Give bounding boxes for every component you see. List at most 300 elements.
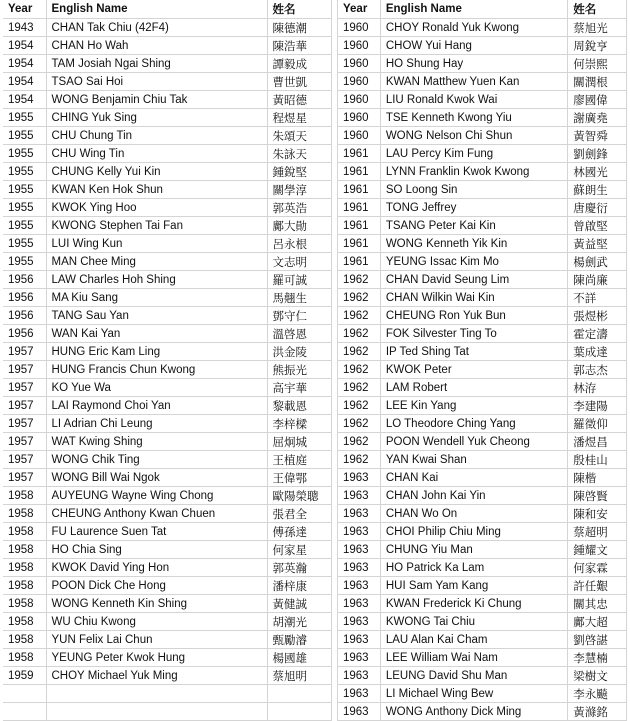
year-cell: 1962 <box>338 361 381 379</box>
year-cell: 1958 <box>3 577 46 595</box>
chinese-name-cell: 蔡超明 <box>568 523 627 541</box>
year-cell: 1960 <box>338 37 381 55</box>
year-cell: 1955 <box>3 145 46 163</box>
table-row <box>338 37 627 55</box>
year-cell: 1963 <box>338 667 381 685</box>
english-name-cell: WONG Bill Wai Ngok <box>46 469 267 487</box>
chinese-name-cell: 關其忠 <box>568 595 627 613</box>
table-row <box>338 199 627 217</box>
table-row <box>338 667 627 685</box>
chinese-name-cell: 不詳 <box>568 289 627 307</box>
chinese-name-cell: 黃滌銘 <box>568 703 627 721</box>
english-name-cell: KWOK Peter <box>380 361 567 379</box>
table-row <box>3 559 331 577</box>
table-row <box>338 397 627 415</box>
chinese-name-cell: 高宇華 <box>267 379 331 397</box>
english-name-cell: KO Yue Wa <box>46 379 267 397</box>
table-row <box>338 163 627 181</box>
year-cell: 1962 <box>338 451 381 469</box>
english-name-cell: SO Loong Sin <box>380 181 567 199</box>
chinese-name-cell: 楊劍武 <box>568 253 627 271</box>
year-cell: 1959 <box>3 667 46 685</box>
year-cell: 1957 <box>3 397 46 415</box>
year-cell: 1961 <box>338 181 381 199</box>
chinese-name-cell: 郭英浩 <box>267 199 331 217</box>
chinese-name-cell: 劉劍鋒 <box>568 145 627 163</box>
table-row <box>3 73 331 91</box>
table-row <box>3 145 331 163</box>
english-name-cell: CHEUNG Anthony Kwan Chuen <box>46 505 267 523</box>
chinese-name-cell: 蘇朗生 <box>568 181 627 199</box>
chinese-name-cell: 羅可誠 <box>267 271 331 289</box>
chinese-name-cell <box>267 685 331 703</box>
chinese-name-cell: 郭英瀚 <box>267 559 331 577</box>
chinese-name-cell: 黃健誠 <box>267 595 331 613</box>
year-cell: 1956 <box>3 325 46 343</box>
year-cell: 1962 <box>338 415 381 433</box>
english-name-cell: WAN Kai Yan <box>46 325 267 343</box>
table-row <box>338 55 627 73</box>
chinese-name-cell: 李建陽 <box>568 397 627 415</box>
chinese-name-cell: 潘煜昌 <box>568 433 627 451</box>
table-row <box>338 559 627 577</box>
english-name-cell: KWOK David Ying Hon <box>46 559 267 577</box>
chinese-name-cell: 黃益堅 <box>568 235 627 253</box>
table-row <box>3 307 331 325</box>
chinese-name-cell: 霍定濤 <box>568 325 627 343</box>
table-row <box>338 505 627 523</box>
table-row <box>338 271 627 289</box>
english-name-cell: TSAO Sai Hoi <box>46 73 267 91</box>
alumni-list <box>3 0 627 720</box>
table-row <box>338 541 627 559</box>
chinese-name-cell: 熊振光 <box>267 361 331 379</box>
chinese-name-cell: 文志明 <box>267 253 331 271</box>
english-name-cell: LAM Robert <box>380 379 567 397</box>
year-cell: 1963 <box>338 577 381 595</box>
table-row <box>338 73 627 91</box>
table-row <box>338 613 627 631</box>
right-table-body <box>338 19 627 721</box>
english-name-cell: HO Shung Hay <box>380 55 567 73</box>
chinese-name-cell: 張君全 <box>267 505 331 523</box>
year-cell: 1957 <box>3 343 46 361</box>
chinese-name-cell: 鄺大超 <box>568 613 627 631</box>
table-row <box>338 379 627 397</box>
table-row <box>3 577 331 595</box>
english-name-cell: POON Dick Che Hong <box>46 577 267 595</box>
chinese-name-cell: 羅徵仰 <box>568 415 627 433</box>
year-cell: 1957 <box>3 361 46 379</box>
table-row <box>338 181 627 199</box>
table-row <box>3 19 331 37</box>
table-row <box>3 487 331 505</box>
year-cell: 1963 <box>338 541 381 559</box>
english-name-cell: TSE Kenneth Kwong Yiu <box>380 109 567 127</box>
english-name-cell: LAI Raymond Choi Yan <box>46 397 267 415</box>
table-row <box>3 91 331 109</box>
chinese-name-cell: 黎載恩 <box>267 397 331 415</box>
chinese-name-cell: 關潤根 <box>568 73 627 91</box>
english-name-cell: WONG Chik Ting <box>46 451 267 469</box>
table-row <box>3 163 331 181</box>
table-row <box>338 487 627 505</box>
year-cell: 1958 <box>3 541 46 559</box>
chinese-name-cell: 林國光 <box>568 163 627 181</box>
chinese-name-cell: 殷桂山 <box>568 451 627 469</box>
year-cell: 1955 <box>3 253 46 271</box>
english-name-cell: TONG Jeffrey <box>380 199 567 217</box>
year-cell: 1955 <box>3 235 46 253</box>
english-name-cell: CHAN Wilkin Wai Kin <box>380 289 567 307</box>
left-table-body <box>3 19 331 721</box>
chinese-name-cell <box>267 703 331 721</box>
table-row <box>338 127 627 145</box>
english-name-cell: POON Wendell Yuk Cheong <box>380 433 567 451</box>
table-row <box>3 109 331 127</box>
table-row <box>3 667 331 685</box>
chinese-name-cell: 劉啓諶 <box>568 631 627 649</box>
english-name-cell: WU Chiu Kwong <box>46 613 267 631</box>
english-name-cell: KWAN Ken Hok Shun <box>46 181 267 199</box>
year-header: Year <box>3 0 46 19</box>
chinese-name-cell: 陳楷 <box>568 469 627 487</box>
year-cell: 1956 <box>3 307 46 325</box>
english-name-cell: LEUNG David Shu Man <box>380 667 567 685</box>
year-cell: 1958 <box>3 595 46 613</box>
year-cell: 1962 <box>338 379 381 397</box>
english-name-cell: LI Michael Wing Bew <box>380 685 567 703</box>
english-name-cell: CHING Yuk Sing <box>46 109 267 127</box>
table-row <box>338 109 627 127</box>
table-row <box>338 649 627 667</box>
year-cell: 1961 <box>338 145 381 163</box>
table-row <box>338 595 627 613</box>
chinese-name-cell: 廖國偉 <box>568 91 627 109</box>
table-row <box>3 523 331 541</box>
table-row <box>3 325 331 343</box>
year-cell: 1955 <box>3 199 46 217</box>
english-name-cell: WONG Kenneth Yik Kin <box>380 235 567 253</box>
chinese-name-cell: 傅孫達 <box>267 523 331 541</box>
table-row <box>3 199 331 217</box>
english-name-cell: HUNG Eric Kam Ling <box>46 343 267 361</box>
english-name-cell: LUI Wing Kun <box>46 235 267 253</box>
table-row <box>3 433 331 451</box>
year-cell: 1954 <box>3 91 46 109</box>
english-name-cell: CHEUNG Ron Yuk Bun <box>380 307 567 325</box>
chinese-name-cell: 黃智舜 <box>568 127 627 145</box>
table-row <box>338 433 627 451</box>
year-cell: 1957 <box>3 451 46 469</box>
table-row <box>3 613 331 631</box>
table-row <box>3 469 331 487</box>
english-name-cell: KWAN Matthew Yuen Kan <box>380 73 567 91</box>
year-cell: 1960 <box>338 127 381 145</box>
year-cell: 1963 <box>338 595 381 613</box>
right-table <box>337 0 627 721</box>
year-cell: 1957 <box>3 469 46 487</box>
english-name-cell: WAT Kwing Shing <box>46 433 267 451</box>
table-row <box>338 703 627 721</box>
english-name-cell: MAN Chee Ming <box>46 253 267 271</box>
year-cell: 1954 <box>3 55 46 73</box>
year-cell: 1943 <box>3 19 46 37</box>
chinese-name-cell: 何家星 <box>267 541 331 559</box>
year-cell <box>3 685 46 703</box>
table-row <box>3 289 331 307</box>
year-cell: 1957 <box>3 433 46 451</box>
english-name-cell <box>46 703 267 721</box>
chinese-name-cell: 曹世凱 <box>267 73 331 91</box>
chinese-name-header: 姓名 <box>267 0 331 19</box>
chinese-name-cell: 陳德潮 <box>267 19 331 37</box>
year-cell: 1957 <box>3 415 46 433</box>
chinese-name-cell: 王偉鄂 <box>267 469 331 487</box>
year-cell: 1962 <box>338 289 381 307</box>
year-cell: 1963 <box>338 505 381 523</box>
table-row <box>3 55 331 73</box>
table-row <box>338 361 627 379</box>
table-row <box>3 235 331 253</box>
year-cell: 1962 <box>338 271 381 289</box>
english-name-cell: HUI Sam Yam Kang <box>380 577 567 595</box>
year-cell: 1958 <box>3 505 46 523</box>
year-cell: 1956 <box>3 271 46 289</box>
year-cell: 1955 <box>3 127 46 145</box>
year-cell: 1962 <box>338 325 381 343</box>
english-name-cell: YUN Felix Lai Chun <box>46 631 267 649</box>
english-name-cell: WONG Anthony Dick Ming <box>380 703 567 721</box>
table-row <box>338 91 627 109</box>
chinese-name-cell: 張煜彬 <box>568 307 627 325</box>
table-row <box>3 703 331 721</box>
english-name-cell: CHAN Wo On <box>380 505 567 523</box>
year-cell: 1956 <box>3 289 46 307</box>
chinese-name-cell: 蔡旭明 <box>267 667 331 685</box>
english-name-cell: CHOY Ronald Yuk Kwong <box>380 19 567 37</box>
header-row <box>3 0 331 19</box>
chinese-name-cell: 何崇熙 <box>568 55 627 73</box>
year-cell: 1954 <box>3 73 46 91</box>
year-cell: 1963 <box>338 559 381 577</box>
english-name-cell: KWAN Frederick Ki Chung <box>380 595 567 613</box>
table-row <box>338 217 627 235</box>
year-cell: 1955 <box>3 217 46 235</box>
table-row <box>3 379 331 397</box>
header-row <box>338 0 627 19</box>
table-row <box>3 37 331 55</box>
year-cell: 1963 <box>338 631 381 649</box>
table-row <box>338 523 627 541</box>
table-row <box>338 145 627 163</box>
chinese-name-cell: 葉成達 <box>568 343 627 361</box>
table-row <box>338 235 627 253</box>
english-name-cell: KWOK Ying Hoo <box>46 199 267 217</box>
chinese-name-cell: 黃昭德 <box>267 91 331 109</box>
english-name-cell: LO Theodore Ching Yang <box>380 415 567 433</box>
year-cell: 1963 <box>338 523 381 541</box>
english-name-cell: LI Adrian Chi Leung <box>46 415 267 433</box>
table-row <box>3 271 331 289</box>
chinese-name-cell: 鍾耀文 <box>568 541 627 559</box>
chinese-name-cell: 謝廣堯 <box>568 109 627 127</box>
english-name-cell: CHAN David Seung Lim <box>380 271 567 289</box>
english-name-cell: LAU Alan Kai Cham <box>380 631 567 649</box>
chinese-name-cell: 許任艱 <box>568 577 627 595</box>
chinese-name-cell: 呂永根 <box>267 235 331 253</box>
chinese-name-cell: 屈炯城 <box>267 433 331 451</box>
english-name-cell <box>46 685 267 703</box>
chinese-name-cell: 李永飈 <box>568 685 627 703</box>
english-name-cell: CHOY Michael Yuk Ming <box>46 667 267 685</box>
english-name-cell: LAW Charles Hoh Shing <box>46 271 267 289</box>
table-row <box>3 217 331 235</box>
table-row <box>3 361 331 379</box>
english-name-cell: CHAN Ho Wah <box>46 37 267 55</box>
year-cell: 1963 <box>338 703 381 721</box>
year-cell: 1961 <box>338 163 381 181</box>
chinese-name-cell: 程煜星 <box>267 109 331 127</box>
english-name-cell: CHOI Philip Chiu Ming <box>380 523 567 541</box>
year-cell <box>3 703 46 721</box>
chinese-name-cell: 關學淳 <box>267 181 331 199</box>
chinese-name-cell: 楊國雄 <box>267 649 331 667</box>
english-name-cell: CHU Wing Tin <box>46 145 267 163</box>
chinese-name-header: 姓名 <box>568 0 627 19</box>
chinese-name-cell: 陳尚廉 <box>568 271 627 289</box>
english-name-cell: WONG Kenneth Kin Shing <box>46 595 267 613</box>
english-name-cell: LEE Kin Yang <box>380 397 567 415</box>
year-cell: 1963 <box>338 685 381 703</box>
table-row <box>3 451 331 469</box>
table-row <box>3 505 331 523</box>
table-row <box>3 631 331 649</box>
english-name-cell: YEUNG Issac Kim Mo <box>380 253 567 271</box>
english-name-cell: CHAN Tak Chiu (42F4) <box>46 19 267 37</box>
chinese-name-cell: 何家霖 <box>568 559 627 577</box>
year-cell: 1955 <box>3 163 46 181</box>
chinese-name-cell: 曾啟堅 <box>568 217 627 235</box>
table-row <box>338 685 627 703</box>
english-name-cell: HUNG Francis Chun Kwong <box>46 361 267 379</box>
year-cell: 1960 <box>338 109 381 127</box>
table-row <box>338 631 627 649</box>
english-name-cell: LAU Percy Kim Fung <box>380 145 567 163</box>
table-row <box>3 397 331 415</box>
chinese-name-cell: 譚毅成 <box>267 55 331 73</box>
chinese-name-cell: 李梓樑 <box>267 415 331 433</box>
chinese-name-cell: 李慧楠 <box>568 649 627 667</box>
chinese-name-cell: 王植庭 <box>267 451 331 469</box>
english-name-cell: CHOW Yui Hang <box>380 37 567 55</box>
english-name-cell: KWONG Tai Chiu <box>380 613 567 631</box>
year-cell: 1963 <box>338 649 381 667</box>
english-name-cell: LIU Ronald Kwok Wai <box>380 91 567 109</box>
year-cell: 1961 <box>338 235 381 253</box>
table-row <box>338 253 627 271</box>
year-cell: 1962 <box>338 433 381 451</box>
year-cell: 1954 <box>3 37 46 55</box>
chinese-name-cell: 鍾銳堅 <box>267 163 331 181</box>
chinese-name-cell: 陳啓賢 <box>568 487 627 505</box>
english-name-cell: WONG Benjamin Chiu Tak <box>46 91 267 109</box>
year-cell: 1958 <box>3 631 46 649</box>
year-cell: 1955 <box>3 181 46 199</box>
year-cell: 1960 <box>338 91 381 109</box>
year-cell: 1961 <box>338 217 381 235</box>
year-cell: 1962 <box>338 343 381 361</box>
chinese-name-cell: 甄勵濬 <box>267 631 331 649</box>
table-row <box>3 253 331 271</box>
chinese-name-cell: 鄺大勛 <box>267 217 331 235</box>
year-header: Year <box>338 0 381 19</box>
year-cell: 1960 <box>338 19 381 37</box>
english-name-header: English Name <box>380 0 567 19</box>
year-cell: 1961 <box>338 199 381 217</box>
year-cell: 1958 <box>3 559 46 577</box>
english-name-cell: IP Ted Shing Tat <box>380 343 567 361</box>
chinese-name-cell: 朱頌天 <box>267 127 331 145</box>
chinese-name-cell: 歐陽榮聰 <box>267 487 331 505</box>
english-name-header: English Name <box>46 0 267 19</box>
year-cell: 1955 <box>3 109 46 127</box>
chinese-name-cell: 林洊 <box>568 379 627 397</box>
english-name-cell: YEUNG Peter Kwok Hung <box>46 649 267 667</box>
english-name-cell: HO Chia Sing <box>46 541 267 559</box>
table-row <box>3 127 331 145</box>
chinese-name-cell: 朱詠天 <box>267 145 331 163</box>
table-row <box>3 541 331 559</box>
english-name-cell: FU Laurence Suen Tat <box>46 523 267 541</box>
english-name-cell: TANG Sau Yan <box>46 307 267 325</box>
table-row <box>3 595 331 613</box>
year-cell: 1957 <box>3 379 46 397</box>
table-row <box>338 469 627 487</box>
table-row <box>338 19 627 37</box>
chinese-name-cell: 潘梓康 <box>267 577 331 595</box>
chinese-name-cell: 洪金陵 <box>267 343 331 361</box>
table-row <box>338 343 627 361</box>
table-row <box>3 343 331 361</box>
left-table <box>3 0 332 721</box>
english-name-cell: HO Patrick Ka Lam <box>380 559 567 577</box>
table-row <box>338 307 627 325</box>
chinese-name-cell: 蔡旭光 <box>568 19 627 37</box>
english-name-cell: CHUNG Kelly Yui Kin <box>46 163 267 181</box>
english-name-cell: YAN Kwai Shan <box>380 451 567 469</box>
year-cell: 1958 <box>3 649 46 667</box>
table-row <box>338 577 627 595</box>
english-name-cell: KWONG Stephen Tai Fan <box>46 217 267 235</box>
year-cell: 1958 <box>3 523 46 541</box>
year-cell: 1960 <box>338 55 381 73</box>
chinese-name-cell: 郭志杰 <box>568 361 627 379</box>
english-name-cell: CHAN Kai <box>380 469 567 487</box>
year-cell: 1961 <box>338 253 381 271</box>
chinese-name-cell: 唐慶衍 <box>568 199 627 217</box>
chinese-name-cell: 周銳亨 <box>568 37 627 55</box>
year-cell: 1963 <box>338 487 381 505</box>
english-name-cell: MA Kiu Sang <box>46 289 267 307</box>
year-cell: 1958 <box>3 487 46 505</box>
chinese-name-cell: 梁樹文 <box>568 667 627 685</box>
chinese-name-cell: 鄧守仁 <box>267 307 331 325</box>
table-row <box>338 451 627 469</box>
table-row <box>338 415 627 433</box>
english-name-cell: CHU Chung Tin <box>46 127 267 145</box>
table-row <box>3 685 331 703</box>
